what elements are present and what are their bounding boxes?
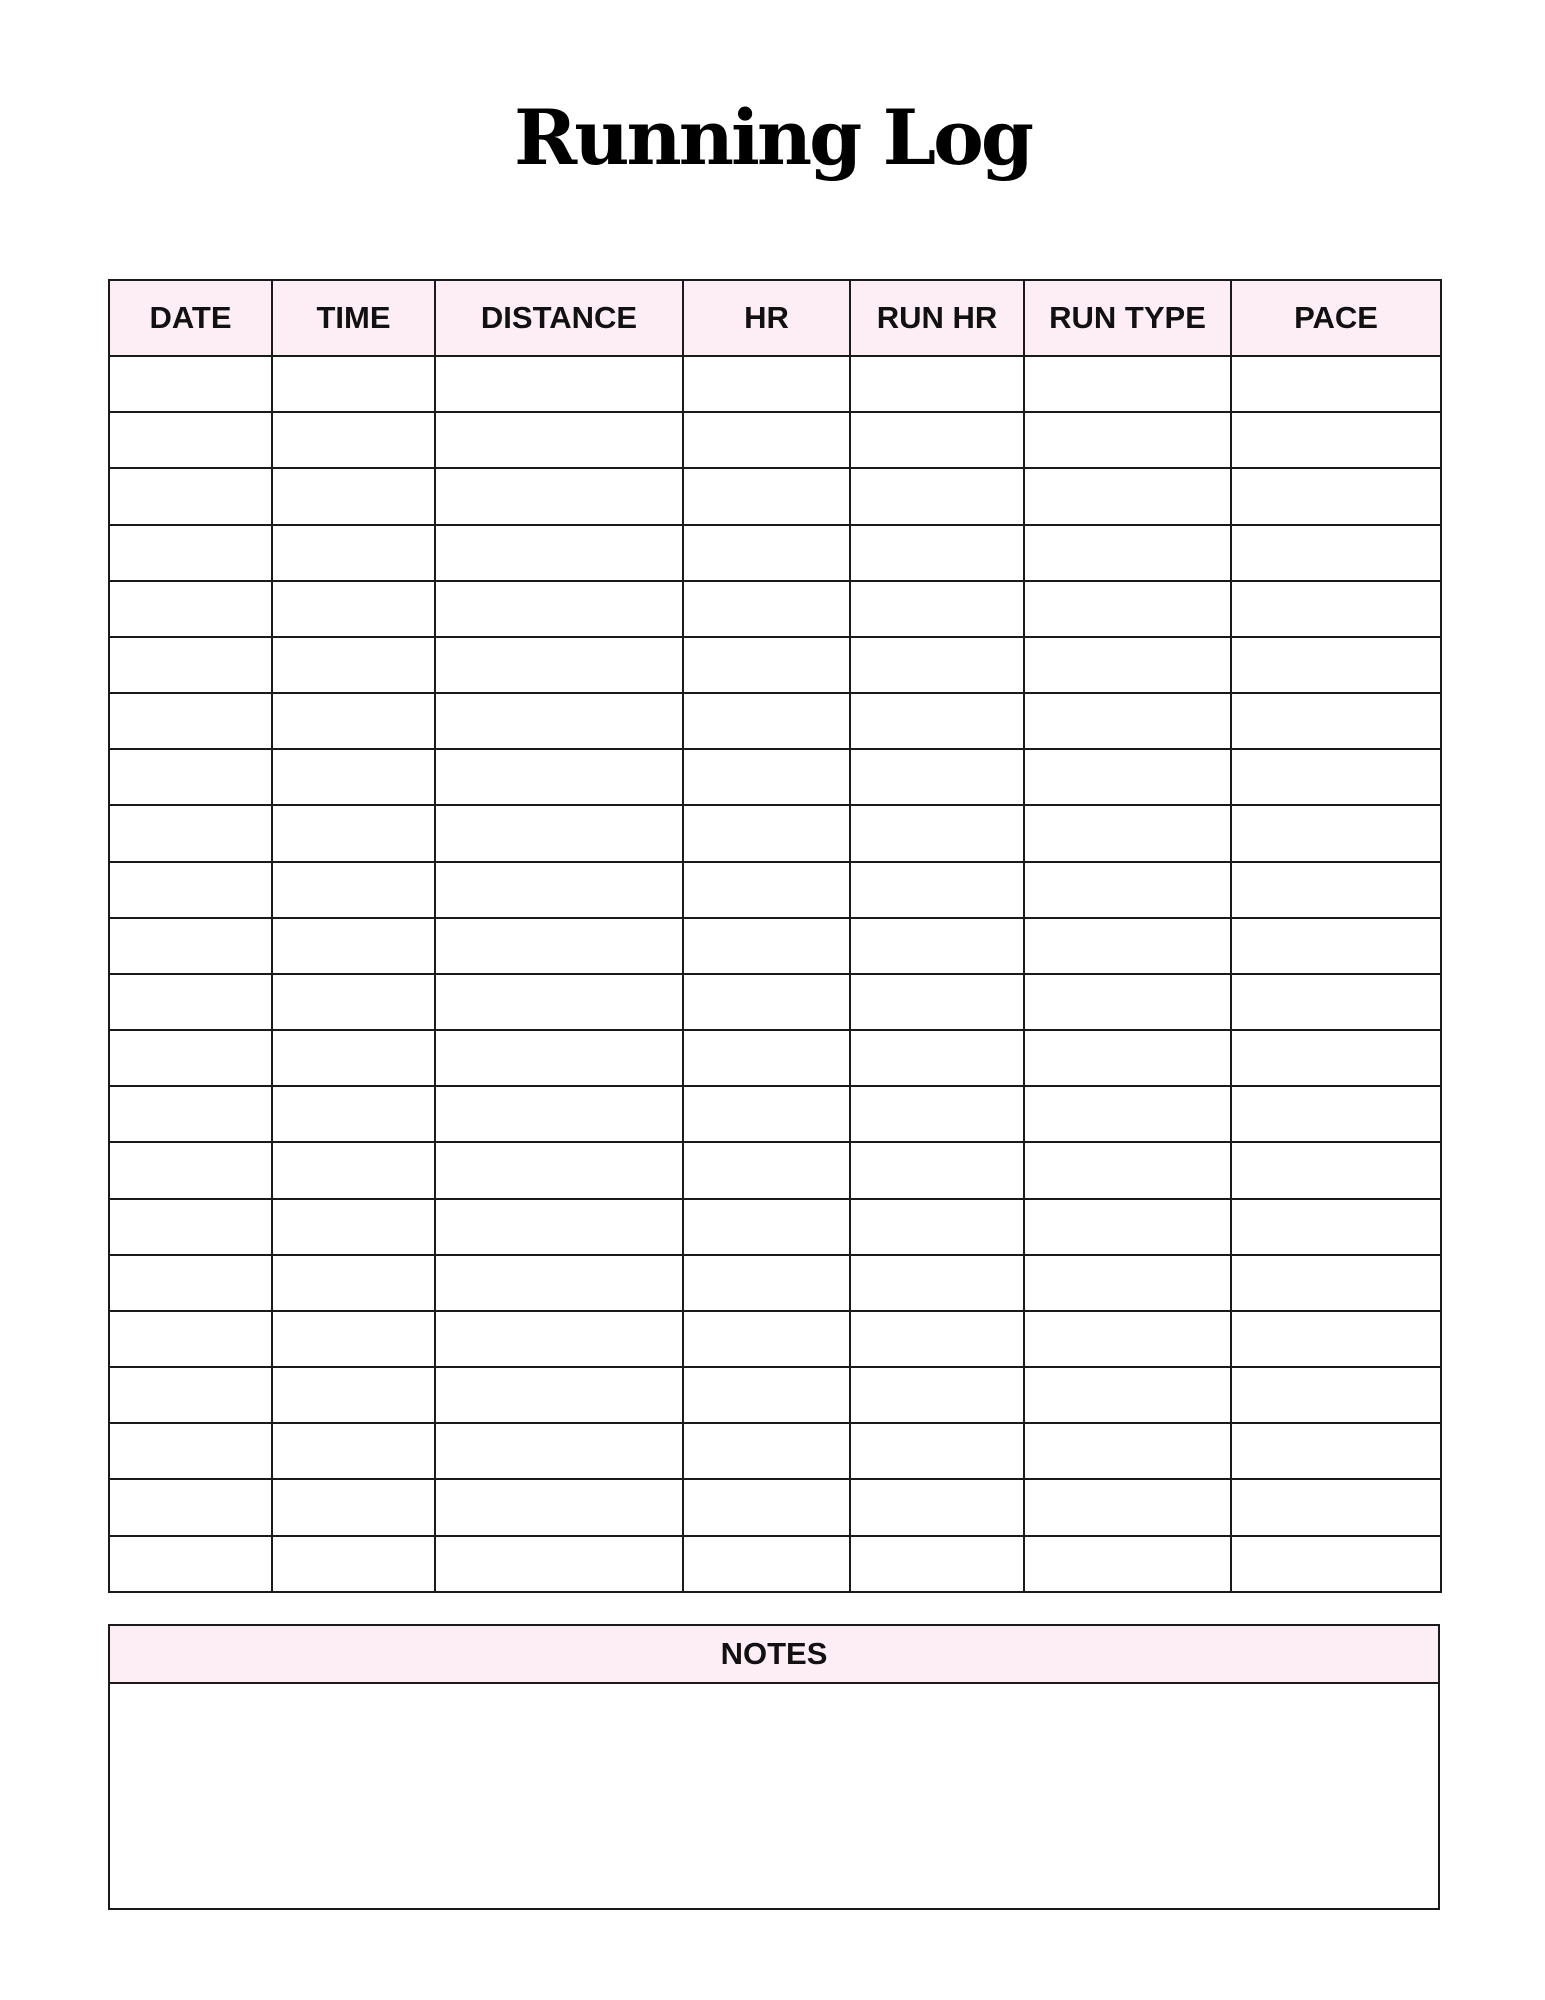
cell-run-hr[interactable]: [850, 918, 1024, 974]
cell-distance[interactable]: [435, 525, 683, 581]
cell-time[interactable]: [272, 749, 435, 805]
notes-box: [108, 1624, 1440, 1910]
cell-date[interactable]: [109, 525, 272, 581]
cell-hr[interactable]: [683, 1423, 850, 1479]
table-row: [109, 1367, 1441, 1423]
cell-date[interactable]: [109, 1479, 272, 1535]
cell-hr[interactable]: [683, 1142, 850, 1198]
cell-distance[interactable]: [435, 356, 683, 412]
table-row: [109, 1423, 1441, 1479]
cell-hr[interactable]: [683, 468, 850, 524]
cell-run-type[interactable]: [1024, 1255, 1231, 1311]
table-row: [109, 468, 1441, 524]
cell-pace[interactable]: [1231, 1479, 1441, 1535]
cell-date[interactable]: [109, 1086, 272, 1142]
cell-time[interactable]: [272, 1536, 435, 1592]
cell-run-type[interactable]: [1024, 1030, 1231, 1086]
table-row: [109, 1199, 1441, 1255]
cell-pace[interactable]: [1231, 974, 1441, 1030]
cell-run-hr[interactable]: [850, 525, 1024, 581]
table-row: [109, 1255, 1441, 1311]
cell-date[interactable]: [109, 1142, 272, 1198]
cell-date[interactable]: [109, 356, 272, 412]
cell-distance[interactable]: [435, 637, 683, 693]
cell-hr[interactable]: [683, 1311, 850, 1367]
cell-run-hr[interactable]: [850, 1479, 1024, 1535]
cell-run-hr[interactable]: [850, 581, 1024, 637]
cell-time[interactable]: [272, 693, 435, 749]
cell-time[interactable]: [272, 1255, 435, 1311]
cell-time[interactable]: [272, 1311, 435, 1367]
cell-hr[interactable]: [683, 412, 850, 468]
cell-pace[interactable]: [1231, 412, 1441, 468]
table-row: [109, 525, 1441, 581]
cell-date[interactable]: [109, 1199, 272, 1255]
running-log-table: [108, 279, 1442, 1593]
cell-hr[interactable]: [683, 974, 850, 1030]
cell-run-type[interactable]: [1024, 1086, 1231, 1142]
table-row: [109, 637, 1441, 693]
cell-hr[interactable]: [683, 749, 850, 805]
cell-run-type[interactable]: [1024, 1199, 1231, 1255]
cell-hr[interactable]: [683, 1030, 850, 1086]
cell-distance[interactable]: [435, 1367, 683, 1423]
cell-time[interactable]: [272, 468, 435, 524]
cell-run-type[interactable]: [1024, 356, 1231, 412]
column-header-hr: HR: [683, 280, 850, 356]
cell-pace[interactable]: [1231, 1311, 1441, 1367]
column-header-pace: PACE: [1231, 280, 1441, 356]
cell-run-hr[interactable]: [850, 1255, 1024, 1311]
cell-distance[interactable]: [435, 1423, 683, 1479]
cell-date[interactable]: [109, 862, 272, 918]
cell-pace[interactable]: [1231, 1367, 1441, 1423]
cell-pace[interactable]: [1231, 749, 1441, 805]
cell-run-type[interactable]: [1024, 525, 1231, 581]
table-row: [109, 1142, 1441, 1198]
cell-time[interactable]: [272, 1086, 435, 1142]
cell-run-type[interactable]: [1024, 862, 1231, 918]
cell-distance[interactable]: [435, 581, 683, 637]
cell-date[interactable]: [109, 1030, 272, 1086]
cell-run-hr[interactable]: [850, 1536, 1024, 1592]
cell-time[interactable]: [272, 862, 435, 918]
cell-run-type[interactable]: [1024, 974, 1231, 1030]
cell-run-type[interactable]: [1024, 749, 1231, 805]
cell-pace[interactable]: [1231, 525, 1441, 581]
table-header-row: [109, 280, 1441, 356]
cell-distance[interactable]: [435, 974, 683, 1030]
cell-date[interactable]: [109, 1255, 272, 1311]
cell-run-type[interactable]: [1024, 1311, 1231, 1367]
cell-run-hr[interactable]: [850, 1367, 1024, 1423]
cell-date[interactable]: [109, 974, 272, 1030]
cell-run-hr[interactable]: [850, 974, 1024, 1030]
cell-distance[interactable]: [435, 1479, 683, 1535]
table-row: [109, 693, 1441, 749]
cell-time[interactable]: [272, 1030, 435, 1086]
cell-distance[interactable]: [435, 1142, 683, 1198]
cell-run-hr[interactable]: [850, 749, 1024, 805]
cell-pace[interactable]: [1231, 862, 1441, 918]
cell-run-hr[interactable]: [850, 1142, 1024, 1198]
cell-run-type[interactable]: [1024, 581, 1231, 637]
cell-hr[interactable]: [683, 1086, 850, 1142]
cell-time[interactable]: [272, 1423, 435, 1479]
cell-distance[interactable]: [435, 1086, 683, 1142]
cell-hr[interactable]: [683, 918, 850, 974]
cell-run-type[interactable]: [1024, 693, 1231, 749]
cell-run-hr[interactable]: [850, 1030, 1024, 1086]
cell-date[interactable]: [109, 637, 272, 693]
cell-run-hr[interactable]: [850, 356, 1024, 412]
table-row: [109, 1311, 1441, 1367]
cell-hr[interactable]: [683, 1479, 850, 1535]
table-row: [109, 356, 1441, 412]
table-body: [109, 356, 1441, 1592]
cell-run-hr[interactable]: [850, 637, 1024, 693]
cell-pace[interactable]: [1231, 1086, 1441, 1142]
cell-run-hr[interactable]: [850, 862, 1024, 918]
cell-time[interactable]: [272, 637, 435, 693]
cell-pace[interactable]: [1231, 1142, 1441, 1198]
table-row: [109, 412, 1441, 468]
cell-pace[interactable]: [1231, 805, 1441, 861]
cell-time[interactable]: [272, 412, 435, 468]
cell-pace[interactable]: [1231, 1423, 1441, 1479]
table-row: [109, 1479, 1441, 1535]
cell-pace[interactable]: [1231, 1199, 1441, 1255]
cell-distance[interactable]: [435, 693, 683, 749]
cell-run-type[interactable]: [1024, 805, 1231, 861]
table-row: [109, 581, 1441, 637]
column-header-run-hr: RUN HR: [850, 280, 1024, 356]
cell-hr[interactable]: [683, 356, 850, 412]
cell-distance[interactable]: [435, 805, 683, 861]
cell-time[interactable]: [272, 1199, 435, 1255]
table-row: [109, 918, 1441, 974]
table-row: [109, 862, 1441, 918]
cell-date[interactable]: [109, 1423, 272, 1479]
cell-distance[interactable]: [435, 412, 683, 468]
table-row: [109, 1536, 1441, 1592]
cell-distance[interactable]: [435, 918, 683, 974]
column-header-run-type: RUN TYPE: [1024, 280, 1231, 356]
cell-run-type[interactable]: [1024, 1367, 1231, 1423]
cell-pace[interactable]: [1231, 1536, 1441, 1592]
table-row: [109, 974, 1441, 1030]
cell-hr[interactable]: [683, 1367, 850, 1423]
cell-run-hr[interactable]: [850, 1086, 1024, 1142]
cell-time[interactable]: [272, 356, 435, 412]
page-title: Running Log: [514, 93, 1031, 182]
cell-distance[interactable]: [435, 1030, 683, 1086]
cell-time[interactable]: [272, 1367, 435, 1423]
cell-date[interactable]: [109, 805, 272, 861]
column-header-distance: DISTANCE: [435, 280, 683, 356]
cell-date[interactable]: [109, 749, 272, 805]
cell-distance[interactable]: [435, 468, 683, 524]
cell-date[interactable]: [109, 693, 272, 749]
cell-distance[interactable]: [435, 1255, 683, 1311]
table-row: [109, 749, 1441, 805]
cell-date[interactable]: [109, 1536, 272, 1592]
cell-pace[interactable]: [1231, 1255, 1441, 1311]
cell-run-type[interactable]: [1024, 637, 1231, 693]
cell-time[interactable]: [272, 1142, 435, 1198]
cell-pace[interactable]: [1231, 581, 1441, 637]
cell-date[interactable]: [109, 1311, 272, 1367]
cell-hr[interactable]: [683, 637, 850, 693]
cell-run-hr[interactable]: [850, 1311, 1024, 1367]
table-row: [109, 1086, 1441, 1142]
cell-hr[interactable]: [683, 1199, 850, 1255]
column-header-date: DATE: [109, 280, 272, 356]
cell-pace[interactable]: [1231, 1030, 1441, 1086]
cell-run-hr[interactable]: [850, 1199, 1024, 1255]
cell-hr[interactable]: [683, 581, 850, 637]
cell-run-type[interactable]: [1024, 1142, 1231, 1198]
cell-hr[interactable]: [683, 1255, 850, 1311]
cell-run-hr[interactable]: [850, 693, 1024, 749]
cell-run-type[interactable]: [1024, 468, 1231, 524]
cell-date[interactable]: [109, 581, 272, 637]
cell-date[interactable]: [109, 468, 272, 524]
cell-run-type[interactable]: [1024, 1423, 1231, 1479]
notes-header: NOTES: [110, 1626, 1438, 1684]
cell-pace[interactable]: [1231, 468, 1441, 524]
table-row: [109, 805, 1441, 861]
cell-pace[interactable]: [1231, 637, 1441, 693]
column-header-time: TIME: [272, 280, 435, 356]
cell-date[interactable]: [109, 918, 272, 974]
cell-run-type[interactable]: [1024, 918, 1231, 974]
cell-time[interactable]: [272, 1479, 435, 1535]
cell-time[interactable]: [272, 974, 435, 1030]
cell-hr[interactable]: [683, 805, 850, 861]
cell-distance[interactable]: [435, 1199, 683, 1255]
cell-date[interactable]: [109, 412, 272, 468]
cell-run-type[interactable]: [1024, 1479, 1231, 1535]
cell-run-type[interactable]: [1024, 412, 1231, 468]
cell-date[interactable]: [109, 1367, 272, 1423]
cell-time[interactable]: [272, 525, 435, 581]
cell-time[interactable]: [272, 581, 435, 637]
cell-hr[interactable]: [683, 693, 850, 749]
cell-hr[interactable]: [683, 862, 850, 918]
cell-run-type[interactable]: [1024, 1536, 1231, 1592]
cell-pace[interactable]: [1231, 693, 1441, 749]
cell-distance[interactable]: [435, 1311, 683, 1367]
cell-pace[interactable]: [1231, 356, 1441, 412]
cell-run-hr[interactable]: [850, 805, 1024, 861]
cell-run-hr[interactable]: [850, 412, 1024, 468]
table-row: [109, 1030, 1441, 1086]
notes-area[interactable]: [110, 1684, 1438, 1908]
cell-distance[interactable]: [435, 1536, 683, 1592]
cell-run-hr[interactable]: [850, 468, 1024, 524]
cell-time[interactable]: [272, 805, 435, 861]
cell-distance[interactable]: [435, 862, 683, 918]
cell-hr[interactable]: [683, 1536, 850, 1592]
cell-pace[interactable]: [1231, 918, 1441, 974]
cell-run-hr[interactable]: [850, 1423, 1024, 1479]
cell-time[interactable]: [272, 918, 435, 974]
cell-distance[interactable]: [435, 749, 683, 805]
cell-hr[interactable]: [683, 525, 850, 581]
